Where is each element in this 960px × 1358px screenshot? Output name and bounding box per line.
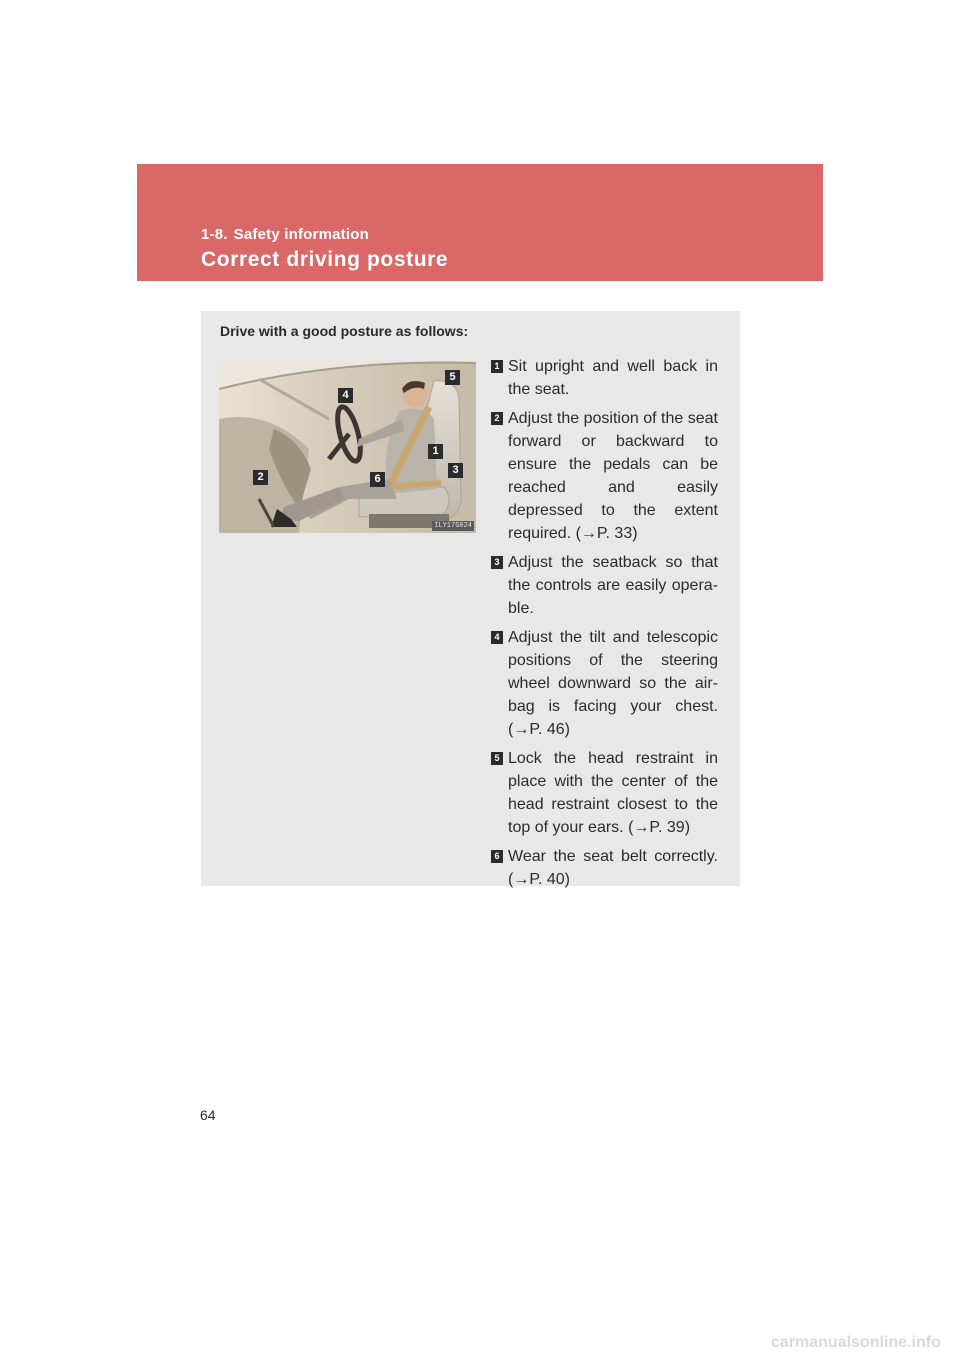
callout-label-5: 5 (445, 370, 460, 385)
step-text: Adjust the position of the seat forward or backward to ensure the pedals can be reached and easily depressed to the extent required. (→P. 33) (508, 410, 718, 542)
step-number-badge: 3 (491, 556, 503, 569)
list-item (491, 407, 718, 545)
step-number-badge: 4 (491, 631, 503, 644)
callout-label-3: 3 (448, 463, 463, 478)
list-item (491, 747, 718, 839)
section-label (201, 226, 369, 243)
page-title: Correct driving posture (201, 248, 449, 271)
callout-label-6: 6 (370, 472, 385, 487)
intro-text: Drive with a good posture as follows: (220, 323, 469, 339)
callout-label-2: 2 (253, 470, 268, 485)
list-item (491, 626, 718, 741)
figure-code: ILY17G024 (434, 522, 472, 530)
step-number-badge: 1 (491, 360, 503, 373)
section-number: 1-8. (201, 226, 228, 243)
step-number-badge: 6 (491, 850, 503, 863)
driving-posture-illustration (219, 359, 476, 533)
watermark: carmanualsonline.info (771, 1334, 941, 1351)
step-number-badge: 5 (491, 752, 503, 765)
content-box (201, 311, 740, 886)
list-item (491, 845, 718, 891)
section-name: Safety information (233, 226, 369, 243)
posture-steps-list (491, 355, 718, 897)
callout-label-1: 1 (428, 444, 443, 459)
step-number-badge: 2 (491, 412, 503, 425)
step-text: Lock the head restraint in place with the center of the head restraint closest to the top of your ears. (→P. 39) (508, 750, 718, 836)
step-text: Wear the seat belt correctly. (→P. 40) (508, 848, 718, 888)
step-text: Sit upright and well back in the seat. (508, 358, 718, 398)
list-item (491, 355, 718, 401)
step-text: Adjust the seatback so that the controls are easily opera-ble. (508, 554, 718, 617)
section-header-band (137, 164, 823, 281)
list-item (491, 551, 718, 620)
page-number: 64 (200, 1107, 216, 1123)
callout-label-4: 4 (338, 388, 353, 403)
step-text: Adjust the tilt and telescopic positions of the steering wheel downward so the air-bag is facing your chest. (→P. 46) (508, 629, 718, 738)
